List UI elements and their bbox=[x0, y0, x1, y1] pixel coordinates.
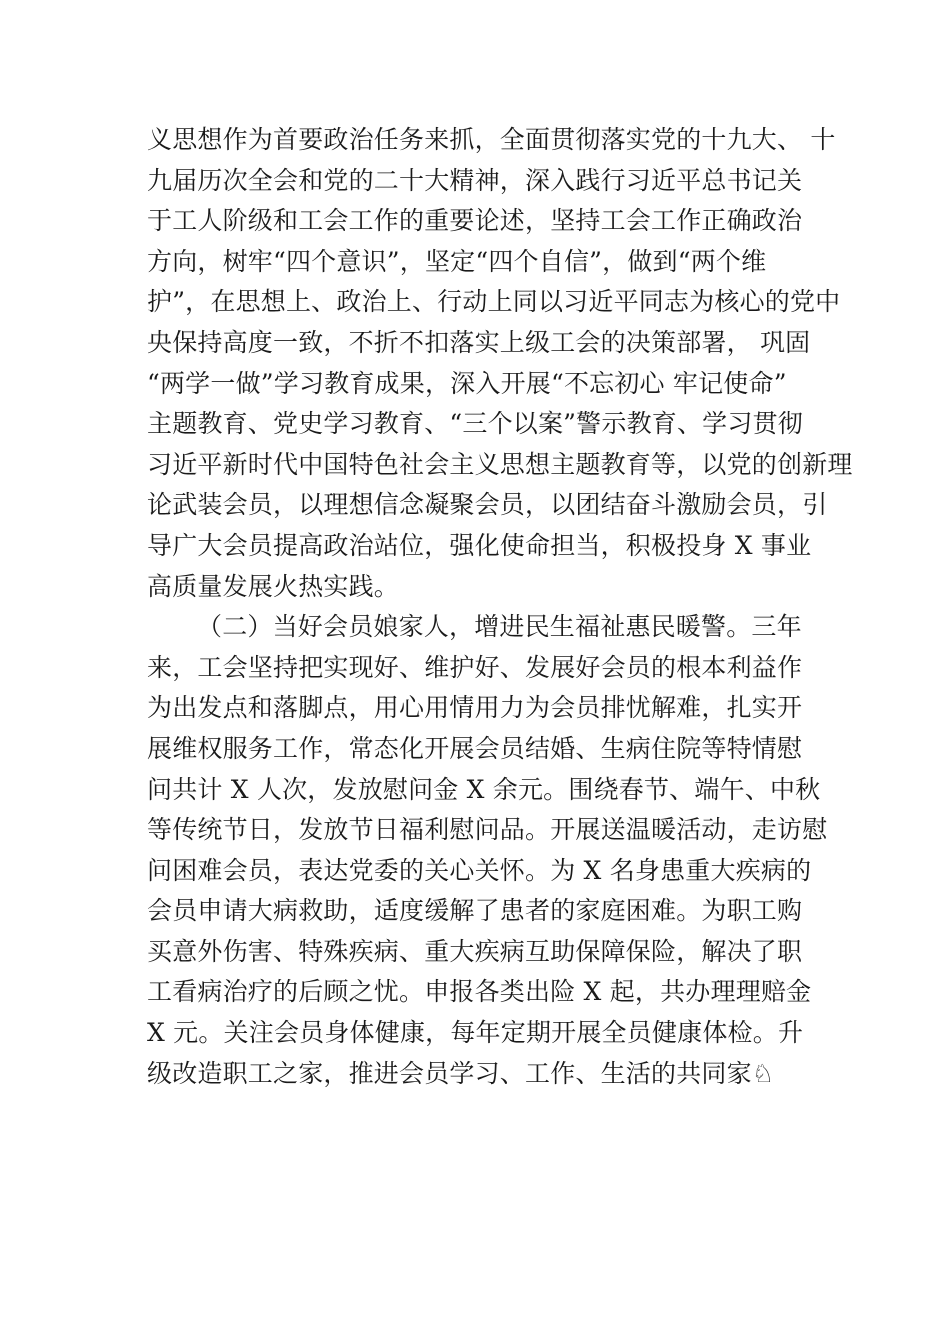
text-line: 工看病治疗的后顾之忧。申报各类出险 X 起，共办理理赔金 bbox=[147, 977, 812, 1007]
text-line: 方向，树牢“四个意识”，坚定“四个自信”，做到“两个维 bbox=[147, 246, 767, 276]
text-line: 高质量发展火热实践。 bbox=[147, 571, 400, 601]
text-line: 护”，在思想上、政治上、行动上同以习近平同志为核心的党中 bbox=[147, 287, 841, 317]
text-line: 习近平新时代中国特色社会主义思想主题教育等，以党的创新理 bbox=[147, 449, 853, 479]
text-line: 论武装会员，以理想信念凝聚会员，以团结奋斗激励会员，引 bbox=[147, 490, 828, 520]
text-line: 导广大会员提高政治站位，强化使命担当，积极投身 X 事业 bbox=[147, 530, 812, 560]
section-heading-line: （二）当好会员娘家人，增进民生福祉惠民暖警。三年 bbox=[197, 612, 802, 642]
text-line: 九届历次全会和党的二十大精神，深入践行习近平总书记关 bbox=[147, 165, 803, 195]
text-line: X 元。关注会员身体健康，每年定期开展全员健康体检。升 bbox=[147, 1018, 804, 1048]
text-line: “两学一做”学习教育成果，深入开展“不忘初心 牢记使命” bbox=[147, 368, 787, 398]
text-line: 主题教育、党史学习教育、“三个以案”警示教育、学习贯彻 bbox=[147, 409, 803, 439]
text-line: 问共计 X 人次，发放慰问金 X 余元。围绕春节、端午、中秋 bbox=[147, 774, 821, 804]
text-line: 级改造职工之家，推进会员学习、工作、生活的共同家♘ bbox=[147, 1058, 775, 1088]
text-line: 会员申请大病救助，适度缓解了患者的家庭困难。为职工购 bbox=[147, 896, 803, 926]
text-line: 央保持高度一致，不折不扣落实上级工会的决策部署， 巩固 bbox=[147, 327, 811, 357]
text-line: 义思想作为首要政治任务来抓，全面贯彻落实党的十九大、 十 bbox=[147, 125, 836, 154]
text-line: 买意外伤害、特殊疾病、重大疾病互助保障保险，解决了职 bbox=[147, 936, 803, 966]
text-line: 来，工会坚持把实现好、维护好、发展好会员的根本利益作 bbox=[147, 652, 803, 682]
text-line: 为出发点和落脚点，用心用情用力为会员排忧解难，扎实开 bbox=[147, 693, 803, 723]
text-line: 问困难会员，表达党委的关心关怀。为 X 名身患重大疾病的 bbox=[147, 855, 812, 885]
text-line: 等传统节日，发放节日福利慰问品。开展送温暖活动，走访慰 bbox=[147, 815, 828, 845]
text-line: 于工人阶级和工会工作的重要论述，坚持工会工作正确政治 bbox=[147, 206, 803, 236]
text-line: 展维权服务工作，常态化开展会员结婚、生病住院等特情慰 bbox=[147, 733, 803, 763]
body-text bbox=[147, 120, 853, 1094]
